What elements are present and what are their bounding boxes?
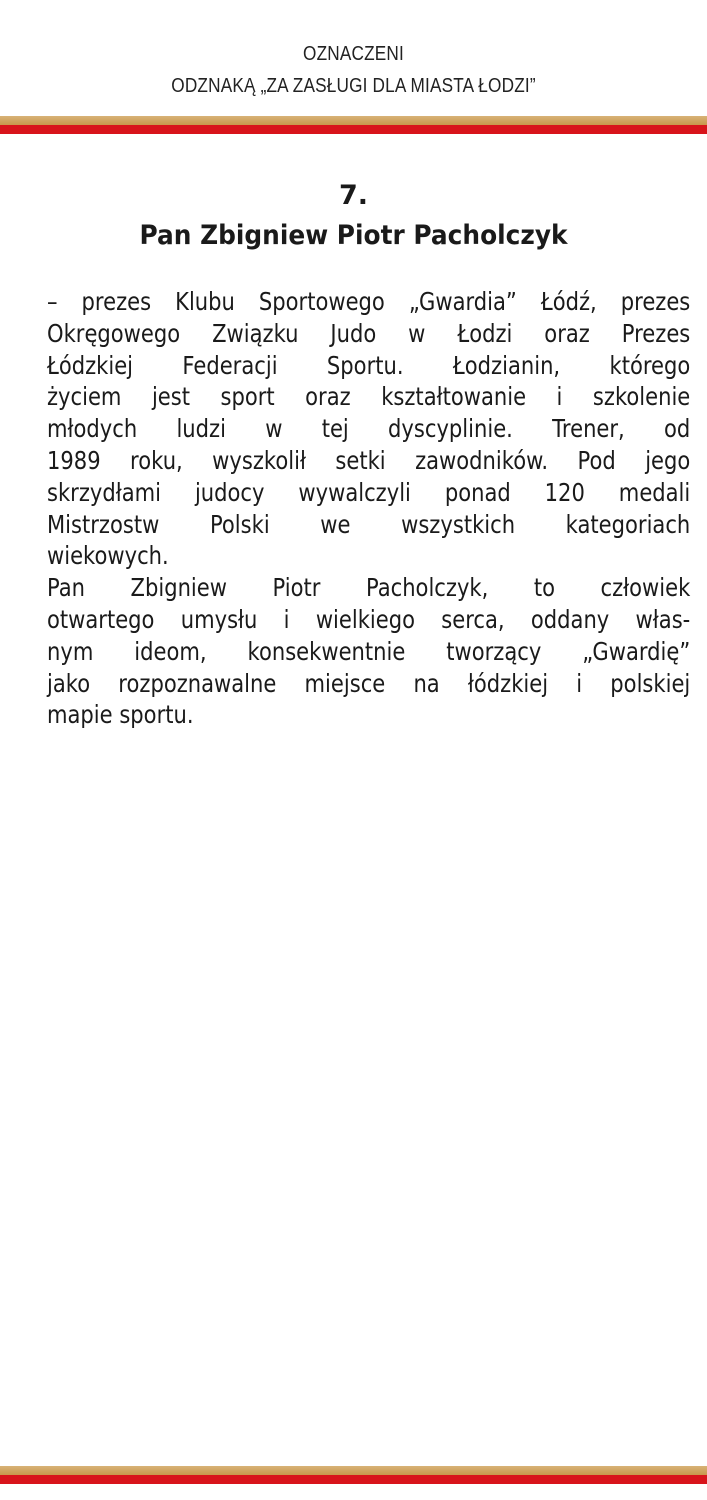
description-line: młodych ludzi w tej dyscyplinie. Trener, od [47, 414, 691, 444]
entry-description [47, 286, 690, 731]
description-line: nym ideom, konsekwentnie tworzący „Gwardię” [47, 636, 691, 666]
description-line: – prezes Klubu Sportowego „Gwardia” Łódź, prezes [47, 287, 691, 316]
description-line: wiekowych. [47, 541, 169, 571]
description-line: Pan Zbigniew Piotr Pacholczyk, to człowiek [47, 573, 691, 603]
description-line: Łódzkiej Federacji Sportu. Łodzianin, którego [47, 350, 691, 380]
bottom-decorative-band [0, 1466, 707, 1484]
top-decorative-band [0, 116, 707, 134]
bottom-red-stripe [0, 1475, 707, 1484]
description-line: jako rozpoznawalne miejsce na łódzkiej i polskiej [47, 668, 691, 698]
description-line: mapie sportu. [47, 700, 194, 730]
bottom-gold-stripe [0, 1466, 707, 1475]
description-line: Okręgowego Związku Judo w Łodzi oraz Prezes [47, 318, 691, 348]
entry-name: Pan Zbigniew Piotr Pacholczyk [139, 220, 568, 251]
entry-number: 7. [338, 180, 369, 211]
description-line: życiem jest sport oraz kształtowanie i szkolenie [47, 382, 691, 412]
header-line-1: OZNACZENI [303, 43, 404, 65]
description-line: otwartego umysłu i wielkiego serca, oddany włas- [47, 604, 691, 634]
top-red-stripe [0, 125, 707, 134]
top-gold-stripe [0, 116, 707, 125]
description-line: skrzydłami judocy wywalczyli ponad 120 medali [47, 477, 691, 507]
document-header [49, 38, 657, 102]
description-line: Mistrzostw Polski we wszystkich kategoriach [47, 509, 691, 539]
description-line: 1989 roku, wyszkolił setki zawodników. Pod jego [47, 445, 691, 475]
header-line-2: ODZNAKĄ „ZA ZASŁUGI DLA MIASTA ŁODZI” [171, 75, 536, 97]
